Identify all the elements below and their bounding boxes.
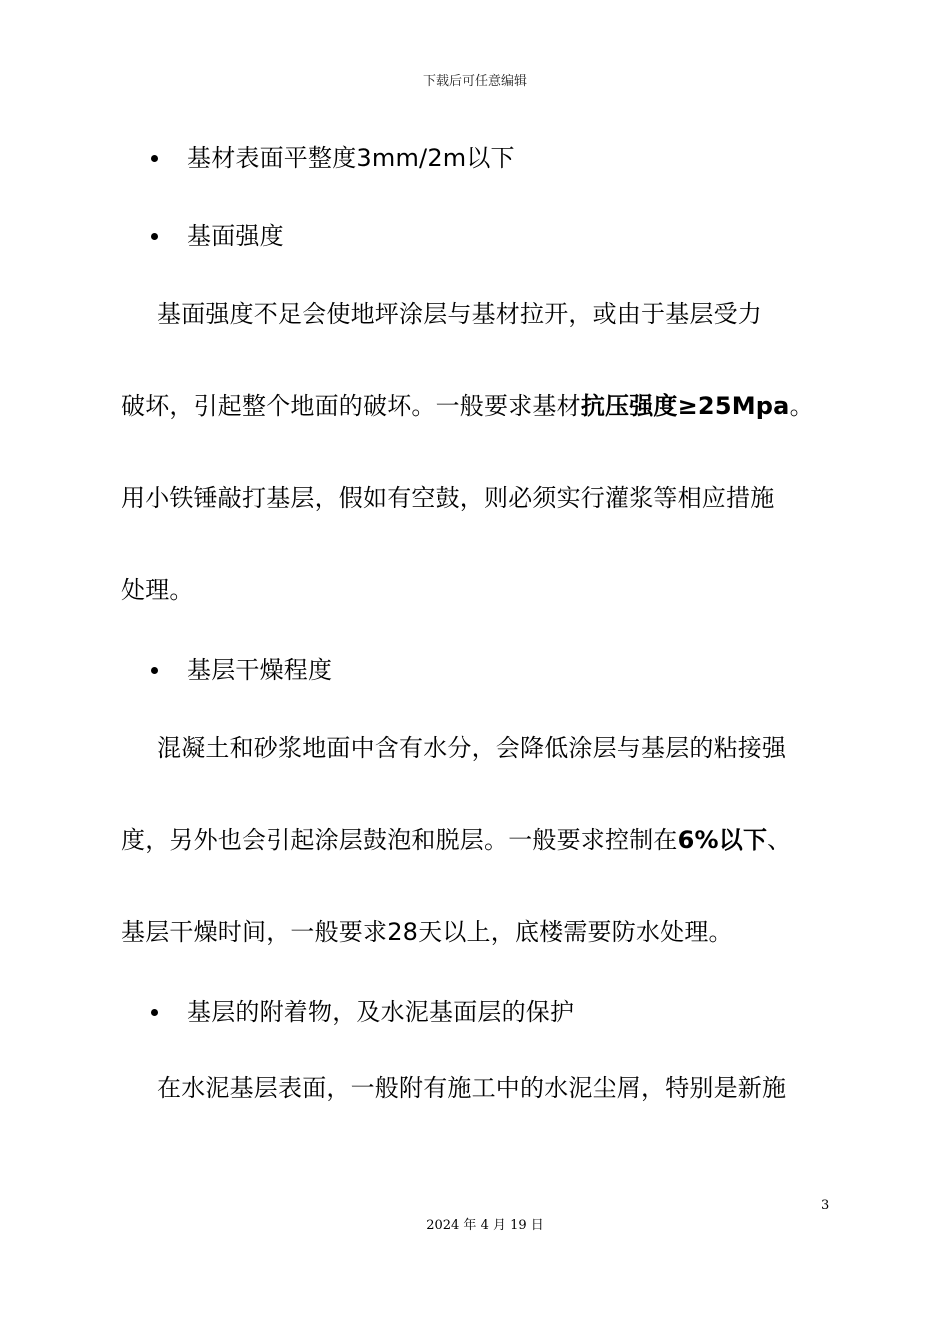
bold-requirement: 6%以下: [677, 826, 768, 854]
paragraph-text: 度，另外也会引起涂层鼓泡和脱层。一般要求控制在: [121, 826, 678, 854]
page-header: 下载后可任意编辑: [422, 74, 527, 89]
paragraph-line: [121, 389, 814, 423]
bullet-item-attachments: 基层的附着物，及水泥基面层的保护: [187, 998, 575, 1026]
bullet-dot: [151, 1009, 158, 1016]
paragraph-line: 处理。: [121, 576, 194, 604]
paragraph-line: [121, 823, 791, 857]
page-footer-date: 2024 年 4 月 19 日: [426, 1218, 544, 1233]
paragraph-line: 混凝土和砂浆地面中含有水分，会降低涂层与基层的粘接强: [157, 734, 787, 762]
bullet-dot: [151, 155, 158, 162]
paragraph-line: 在水泥基层表面，一般附有施工中的水泥尘屑，特别是新施: [157, 1074, 787, 1102]
bullet-item-dryness: 基层干燥程度: [187, 656, 333, 684]
page-number: 3: [821, 1198, 830, 1213]
bullet-item-strength: 基面强度: [187, 222, 284, 250]
paragraph-text: 。: [789, 392, 814, 420]
bold-requirement: 抗压强度≥25Mpa: [580, 392, 790, 420]
paragraph-text: 、: [767, 826, 792, 854]
paragraph-line: 用小铁锤敲打基层，假如有空鼓，则必须实行灌浆等相应措施: [121, 484, 775, 512]
bullet-dot: [151, 233, 158, 240]
paragraph-text: 破坏，引起整个地面的破坏。一般要求基材: [121, 392, 581, 420]
bullet-dot: [151, 667, 158, 674]
paragraph-line: 基层干燥时间，一般要求28天以上，底楼需要防水处理。: [121, 918, 733, 946]
bullet-item-flatness: 基材表面平整度3mm/2m以下: [187, 144, 515, 172]
paragraph-line: 基面强度不足会使地坪涂层与基材拉开，或由于基层受力: [157, 300, 762, 328]
